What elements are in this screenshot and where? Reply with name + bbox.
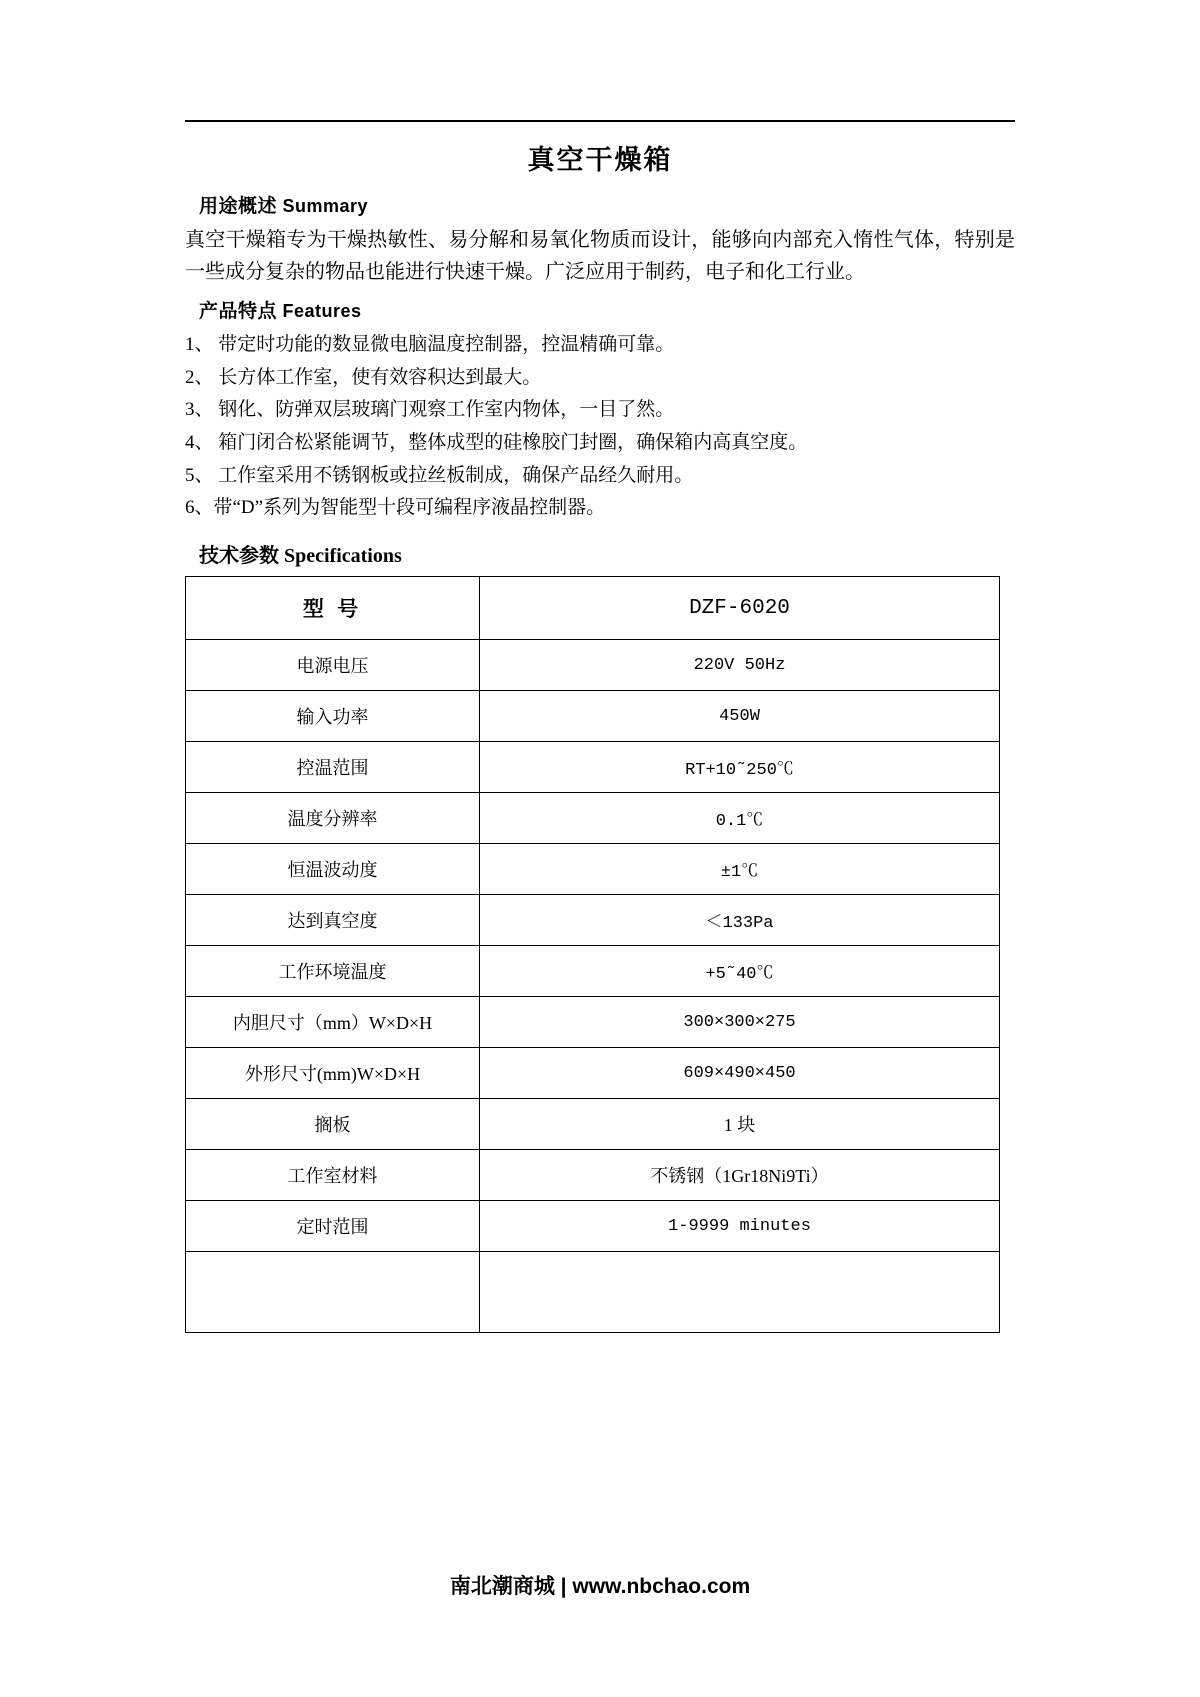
summary-paragraph: 真空干燥箱专为干燥热敏性、易分解和易氧化物质而设计，能够向内部充入惰性气体，特别是一些成分复杂的物品也能进行快速干燥。广泛应用于制药，电子和化工行业。 [185, 229, 1015, 283]
table-row [186, 793, 1000, 844]
section-heading-features-cn: 产品特点 [199, 301, 278, 322]
table-cell-label: 定时范围 [186, 1201, 480, 1252]
table-cell-label: 工作环境温度 [186, 946, 480, 997]
table-cell-label: 电源电压 [186, 640, 480, 691]
list-item: 6、带“D”系列为智能型十段可编程序液晶控制器。 [185, 497, 606, 519]
section-heading-features-en: Features [282, 301, 362, 321]
section-heading-summary [199, 191, 1015, 218]
table-row [186, 742, 1000, 793]
list-item: 5、 工作室采用不锈钢板或拉丝板制成，确保产品经久耐用。 [185, 464, 694, 486]
table-cell-label: 输入功率 [186, 691, 480, 742]
table-row [186, 895, 1000, 946]
table-cell-label: 恒温波动度 [186, 844, 480, 895]
features-list [185, 329, 1015, 525]
section-heading-summary-cn: 用途概述 [199, 196, 278, 217]
table-cell-value: 220V 50Hz [480, 640, 1000, 691]
list-item: 3、 钢化、防弹双层玻璃门观察工作室内物体，一目了然。 [185, 399, 675, 421]
table-row-header [186, 577, 1000, 640]
table-row [186, 691, 1000, 742]
list-item: 1、 带定时功能的数显微电脑温度控制器，控温精确可靠。 [185, 334, 675, 355]
table-cell-value: ＜133Pa [480, 895, 1000, 946]
section-heading-specifications-cn: 技术参数 [199, 545, 279, 568]
page-footer: 南北潮商城 | www.nbchao.com [449, 1575, 751, 1598]
table-cell-value [480, 1252, 1000, 1333]
table-cell-label: 搁板 [186, 1099, 480, 1150]
table-cell-value: 300×300×275 [480, 997, 1000, 1048]
table-row [186, 1099, 1000, 1150]
table-cell-value: 不锈钢（1Gr18Ni9Ti） [480, 1150, 1000, 1201]
table-row [186, 1252, 1000, 1333]
section-heading-specifications-en: Specifications [284, 545, 402, 568]
table-row [186, 640, 1000, 691]
table-row [186, 844, 1000, 895]
table-cell-value: 1-9999 minutes [480, 1201, 1000, 1252]
table-cell-label: 达到真空度 [186, 895, 480, 946]
table-row [186, 1048, 1000, 1099]
table-cell-label: 内胆尺寸（mm）W×D×H [186, 997, 480, 1048]
specifications-table-body [186, 577, 1000, 1333]
table-cell-label: 外形尺寸(mm)W×D×H [186, 1048, 480, 1099]
table-row [186, 1150, 1000, 1201]
page-title: 真空干燥箱 [527, 145, 673, 175]
table-cell-value: 450W [480, 691, 1000, 742]
header-rule [185, 120, 1015, 122]
table-cell-label: 工作室材料 [186, 1150, 480, 1201]
section-heading-features [199, 296, 1015, 323]
table-cell-value: 0.1℃ [480, 793, 1000, 844]
table-row [186, 946, 1000, 997]
specifications-table [185, 576, 1000, 1333]
table-cell-label: 温度分辨率 [186, 793, 480, 844]
table-cell-label: 控温范围 [186, 742, 480, 793]
table-header-label: 型 号 [186, 577, 480, 640]
table-cell-value: 1 块 [480, 1099, 1000, 1150]
table-cell-label [186, 1252, 480, 1333]
table-cell-value: 609×490×450 [480, 1048, 1000, 1099]
section-heading-specifications [199, 539, 1015, 568]
list-item: 2、 长方体工作室，使有效容积达到最大。 [185, 366, 542, 388]
table-cell-value: ±1℃ [480, 844, 1000, 895]
table-row [186, 997, 1000, 1048]
table-header-value: DZF-6020 [480, 577, 1000, 640]
list-item: 4、 箱门闭合松紧能调节，整体成型的硅橡胶门封圈，确保箱内高真空度。 [185, 432, 808, 454]
section-heading-summary-en: Summary [282, 196, 369, 216]
table-cell-value: RT+10˜250℃ [480, 742, 1000, 793]
document-content [185, 120, 1015, 1333]
table-row [186, 1201, 1000, 1252]
table-cell-value: +5˜40℃ [480, 946, 1000, 997]
